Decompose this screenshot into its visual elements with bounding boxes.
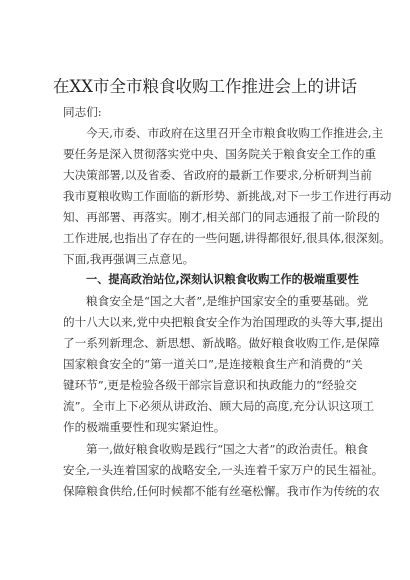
paragraph-line: 第一,做好粮食收购是践行“国之大者”的政治责任。粮食 (86, 442, 369, 456)
salutation: 同志们: (63, 105, 102, 119)
paragraph-line: 安全,一头连着国家的战略安全,一头连着千家万户的民生福祉。 (63, 463, 384, 477)
paragraph-line: 了一系列新理念、新思想、新战略。做好粮食收购工作,是保障 (63, 336, 380, 350)
paragraph-line: 保障粮食供给,任何时候都不能有丝毫松懈。我市作为传统的农 (63, 484, 380, 498)
paragraph-line: 大决策部署,以及省委、省政府的最新工作要求,分析研判当前 (63, 168, 372, 182)
paragraph-line: 我市夏粮收购工作面临的新形势、新挑战,对下一步工作进行再动 (63, 189, 392, 203)
paragraph-line: 工作进展,也指出了存在的一些问题,讲得都很好,很具体,很深刻。 (63, 231, 391, 245)
paragraph-line: 粮食安全是“国之大者”,是维护国家安全的重要基础。党 (86, 294, 369, 308)
paragraph-line: 流”。全市上下必须从讲政治、顾大局的高度,充分认识这项工 (63, 399, 375, 413)
paragraph-line: 要任务是深入贯彻落实党中央、国务院关于粮食安全工作的重 (63, 147, 377, 161)
paragraph-line: 作的极端重要性和现实紧迫性。 (63, 420, 226, 434)
paragraph-line: 知、再部署、再落实。刚才,相关部门的同志通报了前一阶段的 (63, 210, 380, 224)
paragraph-line: 国家粮食安全的“第一道关口”,是连接粮食生产和消费的“关 (63, 357, 363, 371)
paragraph-line: 的十八大以来,党中央把粮食安全作为治国理政的头等大事,提出 (63, 315, 384, 329)
paragraph-line: 下面,我再强调三点意见。 (63, 252, 195, 266)
paragraph-line: 键环节”,更是检验各级干部宗旨意识和执政能力的“经验交 (63, 378, 357, 392)
section-heading: 一、提高政治站位,深刻认识粮食收购工作的极端重要性 (86, 273, 359, 286)
document-title: 在XX市全市粮食收购工作推进会上的讲话 (53, 77, 357, 96)
paragraph-line: 今天,市委、市政府在这里召开全市粮食收购工作推进会,主 (86, 126, 384, 140)
